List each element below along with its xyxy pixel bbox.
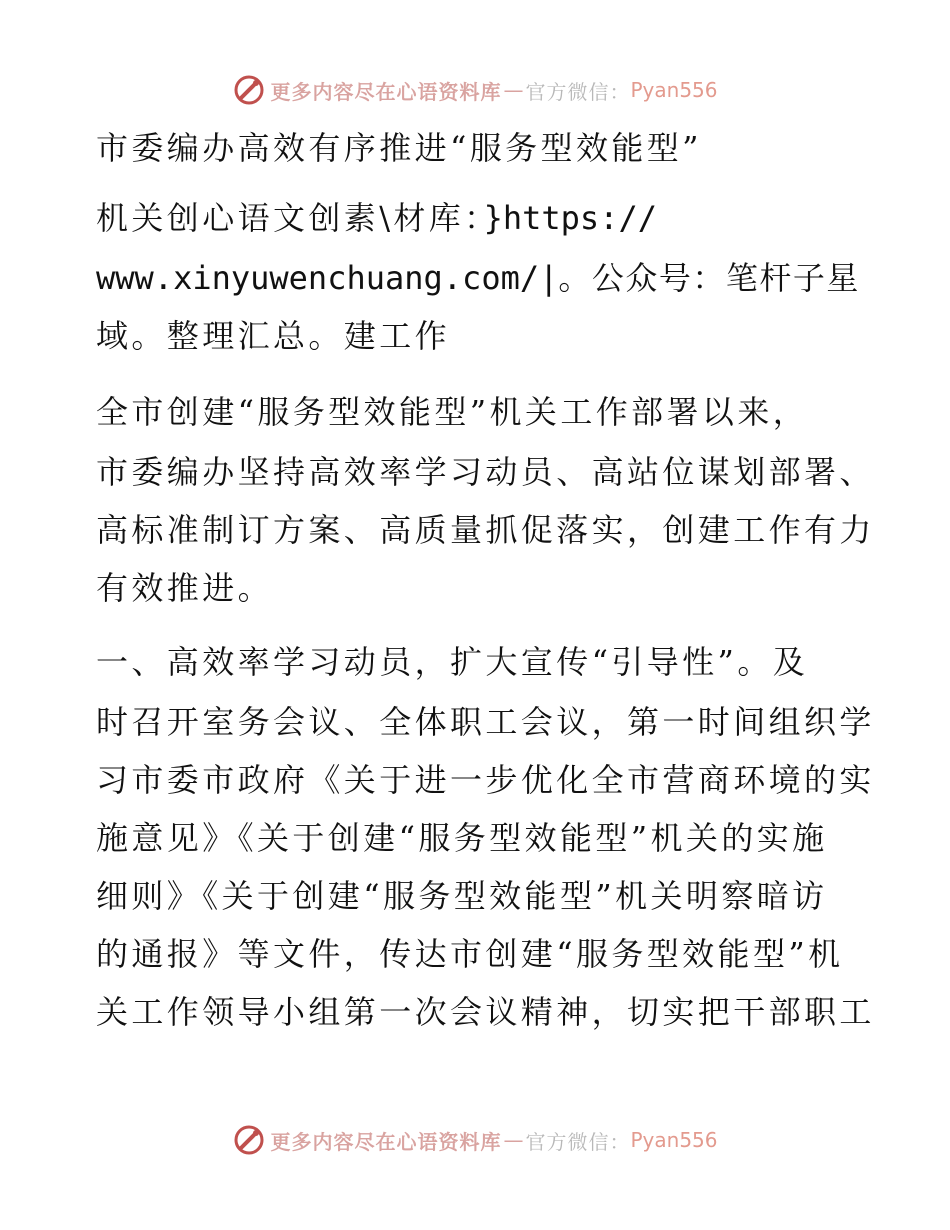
doc-url: www.xinyuwenchuang.com/| [96,259,559,297]
para2-line-7: 关工作领导小组第一次会议精神，切实把干部职工 [96,993,875,1031]
para1-line-2: 市委编办坚持高效率学习动员、高站位谋划部署、 [96,453,875,491]
doc-line-4: 域。整理汇总。建工作 [96,317,451,355]
para2-line-5: 细则》《关于创建“服务型效能型”机关明察暗访 [96,877,828,915]
para2-line-6: 的通报》等文件，传达市创建“服务型效能型”机 [96,935,844,973]
footer-banner [0,1120,950,1160]
header-banner [0,70,950,110]
para1-line-1: 全市创建“服务型效能型”机关工作部署以来， [96,393,809,431]
doc-title-line-1: 市委编办高效有序推进“服务型效能型” [96,129,702,167]
brush-logo-icon [232,73,266,107]
doc-title-line-2-url: }https:// [483,199,657,237]
doc-url-suffix: 。公众号：笔杆子星 [558,259,860,297]
para2-line-2: 时召开室务会议、全体职工会议，第一时间组织学 [96,703,875,741]
banner-wechat-label: 官方微信： [525,1129,631,1154]
banner-wechat-label: 官方微信： [525,79,631,104]
banner-dash: — [503,78,524,102]
para1-line-3: 高标准制订方案、高质量抓促落实，创建工作有力 [96,511,875,549]
doc-url-line [96,258,866,298]
para2-line-3: 习市委市政府《关于进一步优化全市营商环境的实 [96,761,875,799]
doc-title-line-2 [96,198,866,238]
brush-logo-icon [232,1123,266,1157]
banner-wechat-id: Pyan556 [630,78,718,102]
doc-title-line-2-text: 机关创心语文创素\材库： [96,199,484,237]
banner-text: 更多内容尽在心语资料库 [270,79,502,104]
para2-line-1: 一、高效率学习动员，扩大宣传“引导性”。及 [96,643,809,681]
para1-line-4: 有效推进。 [96,569,274,607]
banner-wechat-id: Pyan556 [630,1128,718,1152]
banner-text: 更多内容尽在心语资料库 [270,1129,502,1154]
banner-dash: — [503,1128,524,1152]
para2-line-4: 施意见》《关于创建“服务型效能型”机关的实施 [96,819,828,857]
